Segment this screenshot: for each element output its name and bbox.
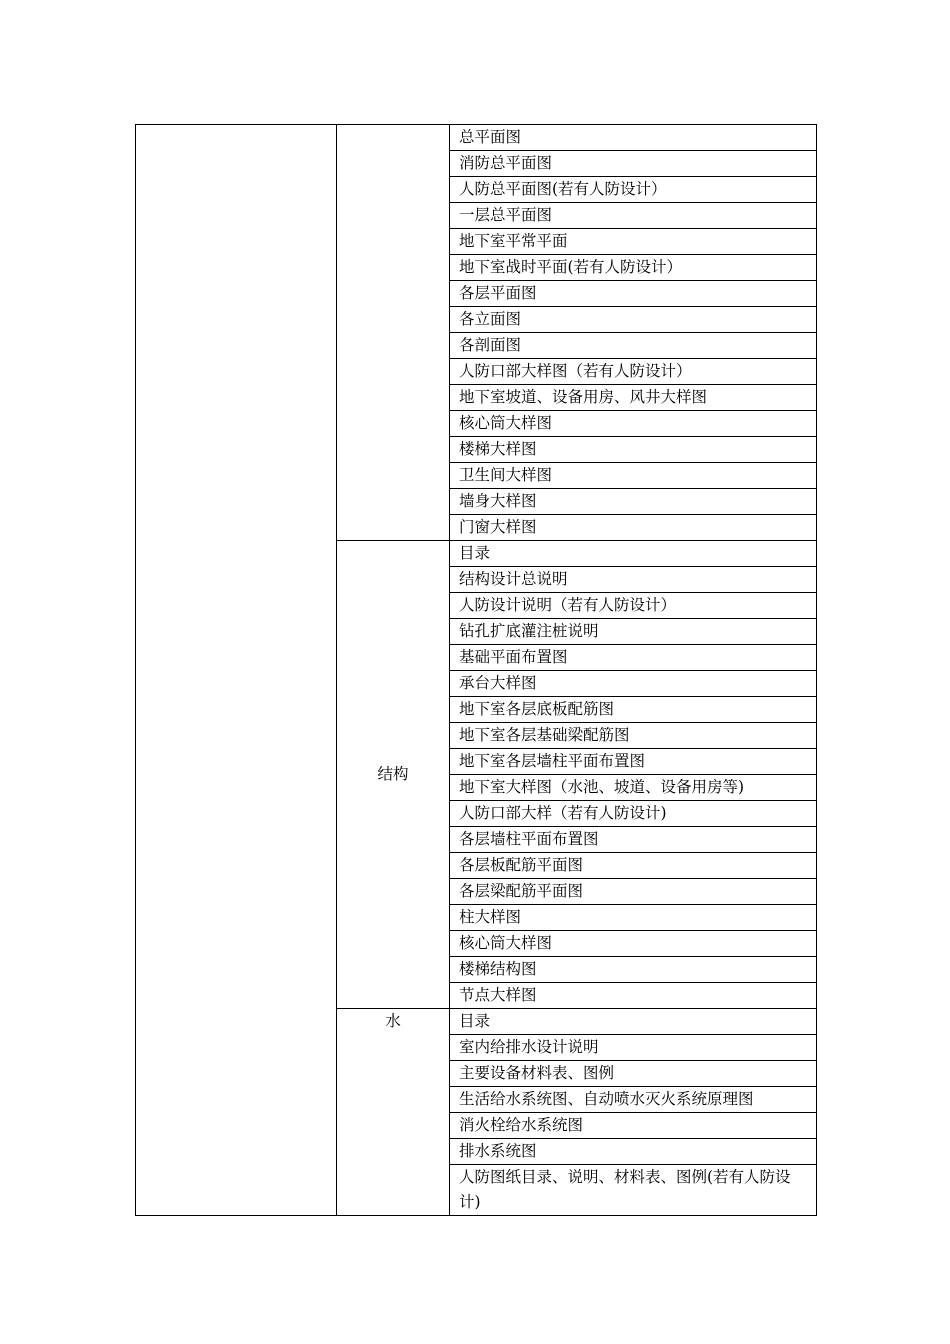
drawing-item: 墙身大样图 [450, 489, 817, 515]
drawing-item: 地下室各层墙柱平面布置图 [450, 749, 817, 775]
drawing-item: 地下室各层基础梁配筋图 [450, 723, 817, 749]
category-cell [136, 125, 337, 1216]
drawing-item: 楼梯结构图 [450, 957, 817, 983]
drawing-item: 室内给排水设计说明 [450, 1035, 817, 1061]
drawing-item: 各剖面图 [450, 333, 817, 359]
discipline-cell: 结构 [337, 541, 450, 1009]
drawing-item: 地下室各层底板配筋图 [450, 697, 817, 723]
drawing-item: 主要设备材料表、图例 [450, 1061, 817, 1087]
drawing-item: 核心筒大样图 [450, 411, 817, 437]
drawing-item: 各层平面图 [450, 281, 817, 307]
drawing-item: 门窗大样图 [450, 515, 817, 541]
drawing-item: 排水系统图 [450, 1139, 817, 1165]
drawing-item: 人防总平面图(若有人防设计） [450, 177, 817, 203]
drawing-item: 楼梯大样图 [450, 437, 817, 463]
drawing-item: 一层总平面图 [450, 203, 817, 229]
drawing-item: 承台大样图 [450, 671, 817, 697]
drawing-item: 总平面图 [450, 125, 817, 151]
table-row [136, 125, 817, 151]
drawing-item: 各层梁配筋平面图 [450, 879, 817, 905]
drawing-item: 人防设计说明（若有人防设计） [450, 593, 817, 619]
drawing-item: 生活给水系统图、自动喷水灭火系统原理图 [450, 1087, 817, 1113]
discipline-cell [337, 125, 450, 541]
drawing-item: 基础平面布置图 [450, 645, 817, 671]
drawing-item: 结构设计总说明 [450, 567, 817, 593]
drawing-item: 人防口部大样图（若有人防设计） [450, 359, 817, 385]
table-body [136, 125, 817, 1216]
drawing-item: 目录 [450, 541, 817, 567]
drawing-item: 消火栓给水系统图 [450, 1113, 817, 1139]
drawing-item: 各立面图 [450, 307, 817, 333]
drawing-item: 人防图纸目录、说明、材料表、图例(若有人防设计) [450, 1165, 817, 1216]
drawing-item: 柱大样图 [450, 905, 817, 931]
drawing-item: 地下室坡道、设备用房、风井大样图 [450, 385, 817, 411]
drawing-item: 钻孔扩底灌注桩说明 [450, 619, 817, 645]
drawing-item: 人防口部大样（若有人防设计) [450, 801, 817, 827]
drawing-item: 核心筒大样图 [450, 931, 817, 957]
discipline-cell: 水 [337, 1009, 450, 1216]
drawing-item: 各层板配筋平面图 [450, 853, 817, 879]
drawing-item: 地下室大样图（水池、坡道、设备用房等) [450, 775, 817, 801]
drawing-item: 地下室平常平面 [450, 229, 817, 255]
drawing-item: 卫生间大样图 [450, 463, 817, 489]
drawing-item: 节点大样图 [450, 983, 817, 1009]
drawing-item: 地下室战时平面(若有人防设计） [450, 255, 817, 281]
drawing-list-table [135, 124, 817, 1216]
drawing-item: 各层墙柱平面布置图 [450, 827, 817, 853]
drawing-item: 消防总平面图 [450, 151, 817, 177]
drawing-item: 目录 [450, 1009, 817, 1035]
